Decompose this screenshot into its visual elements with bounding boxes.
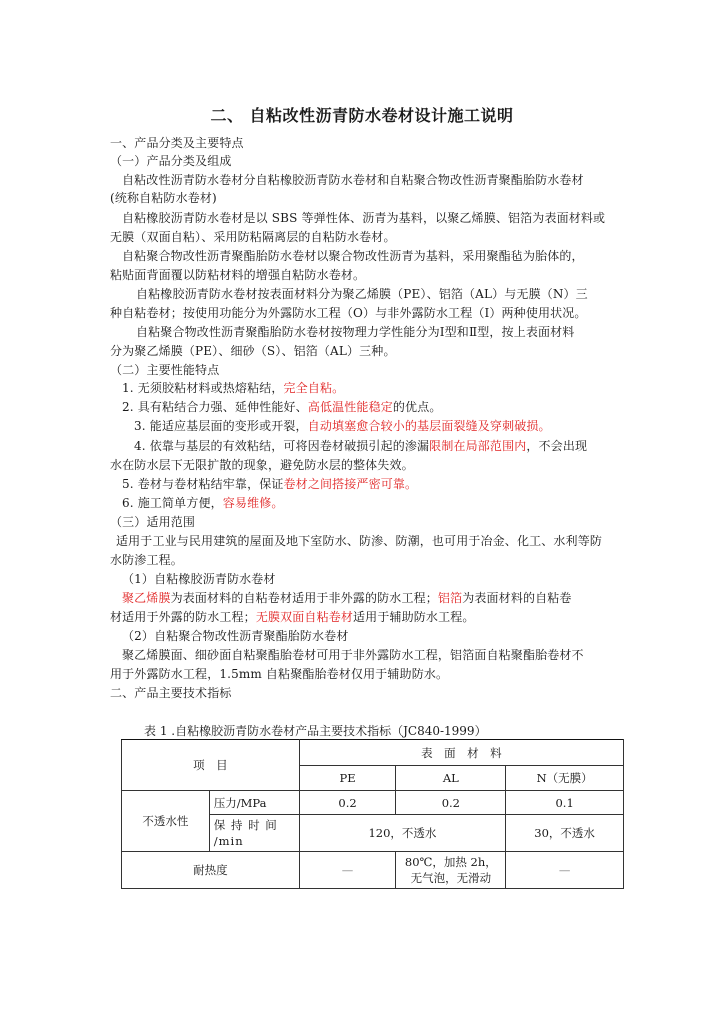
paragraph-line: (统称自粘防水卷材): [110, 191, 217, 205]
highlight-text: 聚乙烯膜: [122, 591, 171, 605]
paragraph-line: 用于外露防水工程，1.5mm 自粘聚酯胎卷材仅用于辅助防水。: [110, 667, 449, 681]
paragraph-line: 分为聚乙烯膜（PE）、细砂（S）、铝箔（AL）三种。: [110, 344, 396, 358]
subsection-heading: （二）主要性能特点: [110, 363, 220, 377]
highlight-text: 高低温性能稳定: [307, 400, 393, 414]
table-row: [122, 791, 624, 815]
table-cell: 30，不透水: [506, 815, 624, 852]
highlight-text: 限制在局部范围内: [429, 439, 527, 453]
table-row: [122, 852, 624, 889]
section-heading: 二、产品主要技术指标: [110, 686, 232, 700]
document-title: 二、 自粘改性沥青防水卷材设计施工说明: [210, 106, 514, 125]
table-cell: 0.2: [299, 791, 396, 815]
spec-table: [121, 739, 624, 889]
table-col-n: N（无膜）: [506, 766, 624, 791]
paragraph-line: 自粘聚合物改性沥青聚酯胎防水卷材以聚合物改性沥青为基料，采用聚酯毡为胎体的，: [122, 249, 584, 263]
paragraph-line: 自粘橡胶沥青防水卷材按表面材料分为聚乙烯膜（PE）、铝箔（AL）与无膜（N）三: [136, 287, 588, 301]
paragraph-line: 适用于工业与民用建筑的屋面及地下室防水、防渗、防潮，也可用于冶金、化工、水利等防: [116, 534, 603, 548]
table-cell: —: [299, 852, 396, 889]
section-heading: 一、产品分类及主要特点: [110, 136, 244, 150]
paragraph-line: 无膜（双面自粘）、采用防粘隔离层的自粘防水卷材。: [110, 230, 396, 244]
table-row: [122, 740, 624, 766]
subsection-heading: （三）适用范围: [110, 515, 196, 529]
paragraph-line: 水防渗工程。: [110, 553, 183, 567]
subsection-heading: （一）产品分类及组成: [110, 154, 232, 168]
paragraph-line: 材适用于外露的防水工程；无膜双面自粘卷材适用于辅助防水工程。: [110, 610, 475, 624]
table-cell: 耐热度: [122, 852, 300, 889]
table-caption: 表 1 .自粘橡胶沥青防水卷材产品主要技术指标（JC840-1999）: [144, 724, 487, 738]
paragraph-line: 自粘橡胶沥青防水卷材是以 SBS 等弹性体、沥青为基料，以聚乙烯膜、铝箔为表面材料或: [122, 211, 606, 225]
table-header-item: 项 目: [122, 740, 300, 791]
highlight-text: 完全自粘。: [283, 381, 345, 395]
feature-item: 4. 依靠与基层的有效粘结，可将因卷材破损引起的渗漏限制在局部范围内，不会出现: [134, 439, 588, 453]
table-cell: 保 持 时 间 /min: [209, 815, 299, 852]
highlight-text: 自动填塞愈合较小的基层面裂缝及穿刺破损。: [307, 419, 551, 433]
subsection-heading: （1）自粘橡胶沥青防水卷材: [122, 572, 276, 586]
subsection-heading: （2）自粘聚合物改性沥青聚酯胎防水卷材: [122, 629, 349, 643]
paragraph-line: 粘贴面背面覆以防粘材料的增强自粘防水卷材。: [110, 268, 366, 282]
table-cell: 0.1: [506, 791, 624, 815]
paragraph-line: 水在防水层下无限扩散的现象，避免防水层的整体失效。: [110, 458, 414, 472]
highlight-text: 卷材之间搭接严密可靠。: [283, 477, 418, 491]
table-cell: 120，不透水: [299, 815, 506, 852]
table-header-surface: 表 面 材 料: [299, 740, 623, 766]
paragraph-line: 种自粘卷材；按使用功能分为外露防水工程（O）与非外露防水工程（I）两种使用状况。: [110, 306, 587, 320]
table-col-pe: PE: [299, 766, 396, 791]
highlight-text: 无膜双面自粘卷材: [255, 610, 354, 624]
feature-item: 6. 施工简单方便，容易维修。: [122, 496, 284, 510]
paragraph-line: 聚乙烯膜面、细砂面自粘聚酯胎卷材可用于非外露防水工程，铝箔面自粘聚酯胎卷材不: [122, 648, 584, 662]
table-cell: 不透水性: [122, 791, 210, 852]
paragraph-line: 自粘聚合物改性沥青聚酯胎防水卷材按物理力学性能分为Ⅰ型和Ⅱ型，按上表面材料: [136, 325, 575, 339]
feature-item: 1. 无须胶粘材料或热熔粘结，完全自粘。: [122, 381, 345, 395]
table-cell: —: [506, 852, 624, 889]
paragraph-line: 自粘改性沥青防水卷材分自粘橡胶沥青防水卷材和自粘聚合物改性沥青聚酯胎防水卷材: [122, 173, 584, 187]
paragraph-line: 聚乙烯膜为表面材料的自粘卷材适用于非外露的防水工程；铝箔为表面材料的自粘卷: [122, 591, 572, 605]
highlight-text: 铝箔: [437, 591, 463, 605]
table-cell: 0.2: [396, 791, 506, 815]
table-cell: 压力/MPa: [209, 791, 299, 815]
table-cell: 80℃，加热 2h， 无气泡，无滑动: [396, 852, 506, 889]
feature-item: 3. 能适应基层面的变形或开裂，自动填塞愈合较小的基层面裂缝及穿刺破损。: [134, 419, 551, 433]
highlight-text: 容易维修。: [222, 496, 284, 510]
table-col-al: AL: [396, 766, 506, 791]
feature-item: 2. 具有粘结合力强、延伸性能好、高低温性能稳定的优点。: [122, 400, 442, 414]
feature-item: 5. 卷材与卷材粘结牢靠，保证卷材之间搭接严密可靠。: [122, 477, 418, 491]
